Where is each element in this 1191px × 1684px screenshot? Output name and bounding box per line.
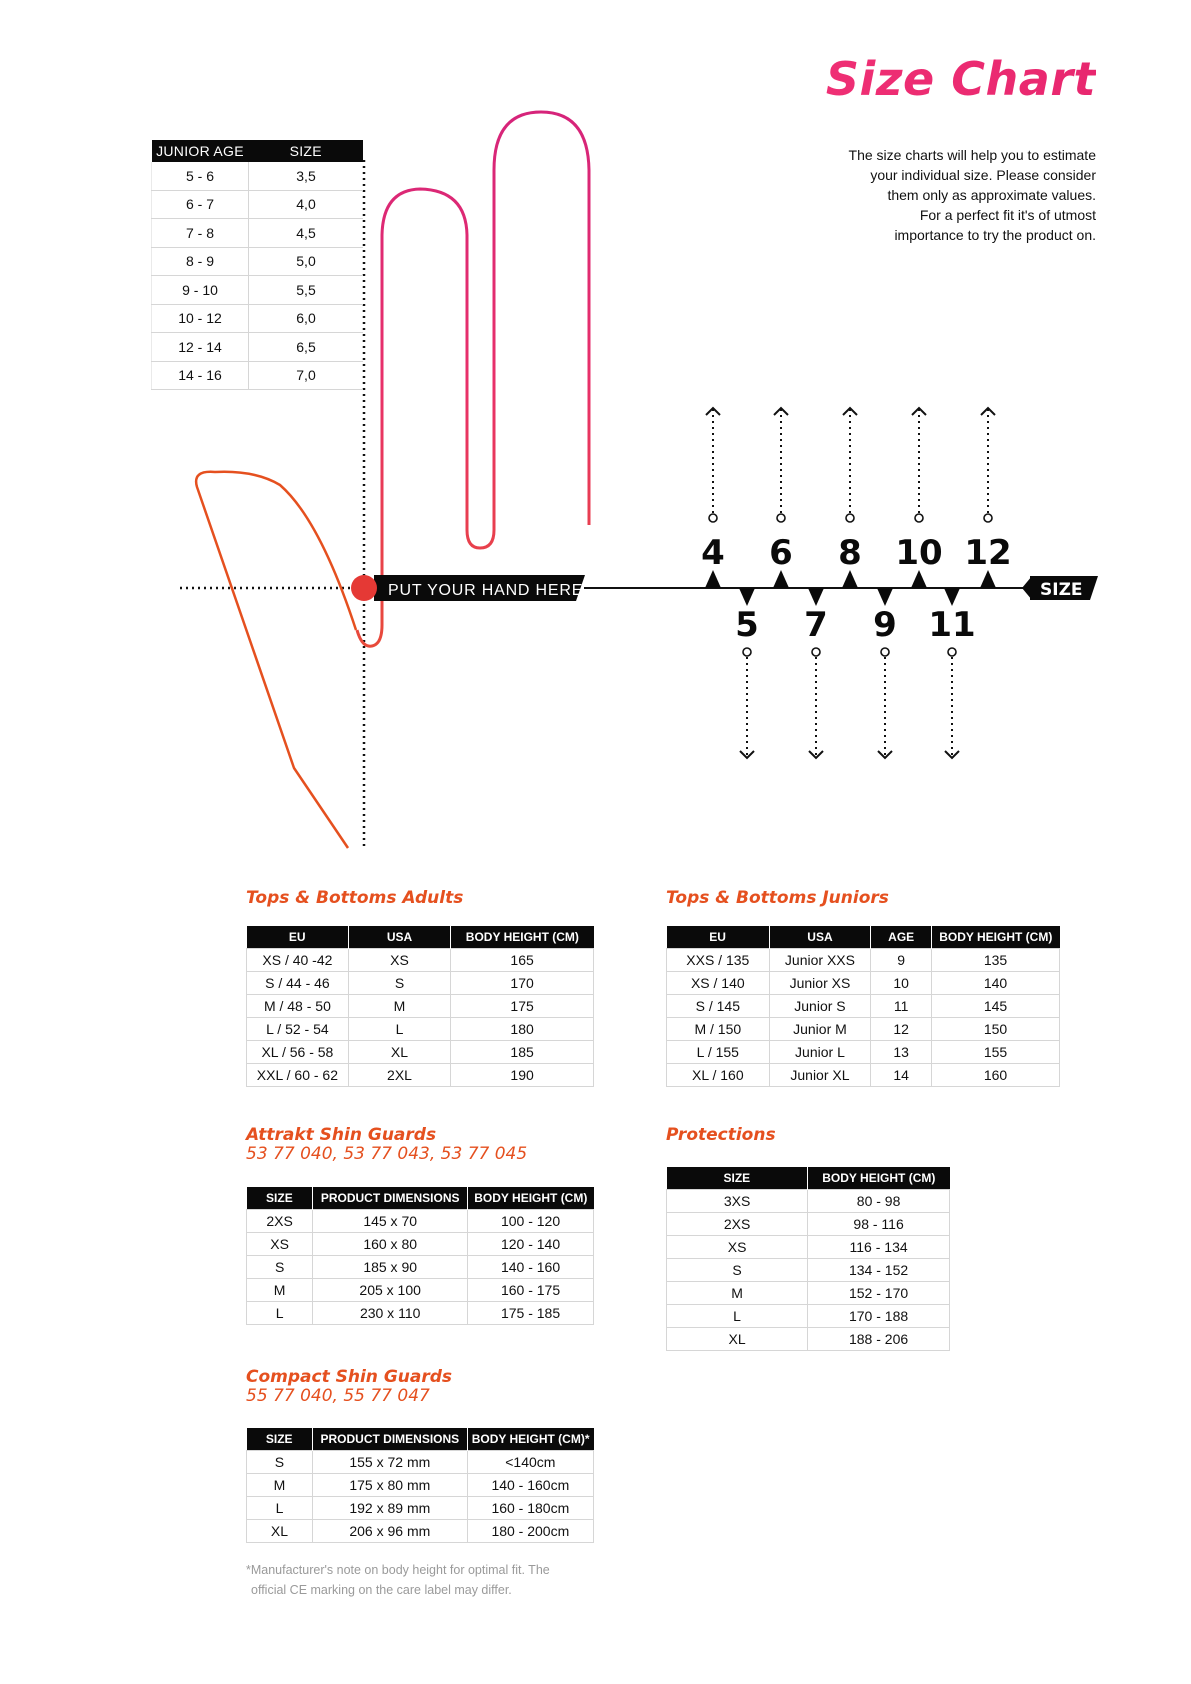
table-cell: 188 - 206 [808,1328,950,1351]
intro-line: For a perfect fit it's of utmost [919,207,1096,223]
table-header-row [247,1187,594,1210]
table-cell: 205 x 100 [313,1279,468,1302]
section-title: Attrakt Shin Guards [246,1125,437,1145]
table-cell: 155 [932,1041,1060,1064]
table-cell: 8 - 9 [152,247,249,276]
size-tick [895,408,942,588]
chevron-icon [706,408,720,415]
table-row [152,361,364,390]
table-cell: 12 - 14 [152,333,249,362]
size-tick [964,408,1011,588]
size-number: 8 [838,533,862,573]
column-header: BODY HEIGHT (CM) [932,926,1060,949]
footnote [246,1560,550,1600]
table-cell: 11 [871,995,932,1018]
size-ticks [701,408,1012,758]
column-header: PRODUCT DIMENSIONS [312,1428,467,1451]
table-cell: M / 150 [667,1018,770,1041]
column-header: JUNIOR AGE [152,140,249,162]
table-cell: 13 [871,1041,932,1064]
table-cell: 2XL [348,1064,450,1087]
table-cell: S / 44 - 46 [247,972,349,995]
table-cell: 9 [871,949,932,972]
table-cell: M [247,1474,313,1497]
table-cell: 14 [871,1064,932,1087]
table-cell: 4,5 [249,219,364,248]
table-cell: 185 [451,1041,594,1064]
table-cell: Junior XS [769,972,871,995]
table-cell: 100 - 120 [468,1210,594,1233]
attrakt-section-title [246,1126,527,1164]
table-cell: 6 - 7 [152,190,249,219]
size-tick [769,408,793,588]
table-cell: 5,0 [249,247,364,276]
table-header-row [247,1428,594,1451]
section-subtitle: 55 77 040, 55 77 047 [246,1386,430,1406]
column-header: SIZE [249,140,364,162]
table-cell: 140 - 160 [468,1256,594,1279]
juniors-size-table [666,926,1060,1087]
table-row [247,1497,594,1520]
table-cell: 170 - 188 [808,1305,950,1328]
column-header: EU [247,926,349,949]
size-tick [928,588,975,758]
table-row [152,276,364,305]
table-cell: 175 - 185 [468,1302,594,1325]
table-row [247,1064,594,1087]
table-cell: 170 [451,972,594,995]
size-number: 11 [928,605,976,645]
table-row [247,1256,594,1279]
tick-dot [846,514,854,522]
table-row [667,1213,950,1236]
table-cell: Junior S [769,995,871,1018]
table-cell: 185 x 90 [313,1256,468,1279]
size-number: 9 [873,605,897,645]
size-number: 5 [735,605,759,645]
table-cell: Junior L [769,1041,871,1064]
table-header-row [247,926,594,949]
table-cell: XL [667,1328,808,1351]
table-cell: 5 - 6 [152,162,249,190]
intro-line: importance to try the product on. [894,227,1096,243]
table-row [247,1018,594,1041]
size-label: SIZE [1040,580,1083,600]
table-row [152,304,364,333]
tick-dot [812,648,820,656]
table-cell: S / 145 [667,995,770,1018]
table-cell: 6,5 [249,333,364,362]
compact-size-table [246,1428,594,1543]
column-header: SIZE [247,1428,313,1451]
table-cell: 12 [871,1018,932,1041]
section-title: Compact Shin Guards [246,1367,453,1387]
table-cell: 98 - 116 [808,1213,950,1236]
table-row [667,1236,950,1259]
table-cell: 175 [451,995,594,1018]
table-cell: S [247,1256,313,1279]
attrakt-size-table [246,1187,594,1325]
size-label-arrow [1022,576,1032,600]
table-cell: L [667,1305,808,1328]
chevron-icon [981,408,995,415]
table-cell: 116 - 134 [808,1236,950,1259]
tick-dot [984,514,992,522]
table-cell: 5,5 [249,276,364,305]
table-cell: 14 - 16 [152,361,249,390]
table-cell: L [247,1302,313,1325]
size-tick [873,588,897,758]
column-header: SIZE [247,1187,313,1210]
size-number: 10 [895,533,943,573]
size-tick [735,588,759,758]
table-cell: 175 x 80 mm [312,1474,467,1497]
table-row [667,1259,950,1282]
table-row [667,995,1060,1018]
tick-dot [948,648,956,656]
protections-size-table [666,1167,950,1351]
tick-marker [739,588,755,606]
table-row [667,1305,950,1328]
column-header: USA [769,926,871,949]
footnote-line: *Manufacturer's note on body height for optimal fit. The [246,1563,550,1577]
table-row [247,1302,594,1325]
tick-dot [881,648,889,656]
table-cell: 10 [871,972,932,995]
table-cell: XL / 56 - 58 [247,1041,349,1064]
size-number: 7 [804,605,828,645]
column-header: BODY HEIGHT (CM)* [467,1428,593,1451]
column-header: BODY HEIGHT (CM) [451,926,594,949]
tick-marker [944,588,960,606]
table-header-row [667,926,1060,949]
column-header: AGE [871,926,932,949]
junior-age-table [151,140,363,390]
table-cell: 145 x 70 [313,1210,468,1233]
table-cell: 10 - 12 [152,304,249,333]
intro-line: your individual size. Please consider [870,167,1096,183]
tick-marker [808,588,824,606]
tick-dot [777,514,785,522]
table-cell: XS [667,1236,808,1259]
column-header: USA [348,926,450,949]
table-cell: 3XS [667,1190,808,1213]
column-header: SIZE [667,1167,808,1190]
table-cell: 160 x 80 [313,1233,468,1256]
size-tick [701,408,725,588]
table-row [247,1451,594,1474]
table-cell: 135 [932,949,1060,972]
table-cell: Junior M [769,1018,871,1041]
table-cell: 2XS [247,1210,313,1233]
section-title: Tops & Bottoms Adults [246,888,464,908]
table-cell: XS / 140 [667,972,770,995]
table-cell: 160 - 180cm [467,1497,593,1520]
tick-dot [915,514,923,522]
table-cell: 140 [932,972,1060,995]
table-row [152,190,364,219]
table-cell: 155 x 72 mm [312,1451,467,1474]
size-tick [838,408,862,588]
adults-size-table [246,926,594,1087]
section-subtitle: 53 77 040, 53 77 043, 53 77 045 [246,1144,528,1164]
intro-line: them only as approximate values. [887,187,1096,203]
table-cell: S [667,1259,808,1282]
table-cell: 180 [451,1018,594,1041]
table-cell: 2XS [667,1213,808,1236]
tick-dot [709,514,717,522]
table-cell: 206 x 96 mm [312,1520,467,1543]
hand-label: PUT YOUR HAND HERE [388,582,584,599]
table-row [667,1064,1060,1087]
table-cell: XXL / 60 - 62 [247,1064,349,1087]
table-row [247,1520,594,1543]
tick-marker [877,588,893,606]
table-cell: 145 [932,995,1060,1018]
table-cell: 140 - 160cm [467,1474,593,1497]
table-cell: S [348,972,450,995]
table-cell: M [247,1279,313,1302]
chevron-icon [774,408,788,415]
section-title: Tops & Bottoms Juniors [666,888,889,908]
table-row [667,1190,950,1213]
table-header-row [152,140,364,162]
table-row [247,1233,594,1256]
table-row [667,1328,950,1351]
intro-line: The size charts will help you to estimate [848,147,1096,163]
table-cell: M [667,1282,808,1305]
section-title: Protections [666,1125,776,1145]
table-row [247,1279,594,1302]
table-cell: XL [348,1041,450,1064]
table-cell: XS [247,1233,313,1256]
table-row [152,219,364,248]
hand-marker [351,575,377,601]
table-row [247,1041,594,1064]
table-cell: 152 - 170 [808,1282,950,1305]
table-row [247,1474,594,1497]
table-cell: 7,0 [249,361,364,390]
juniors-section-title [666,889,889,908]
table-cell: M / 48 - 50 [247,995,349,1018]
column-header: PRODUCT DIMENSIONS [313,1187,468,1210]
table-cell: 160 [932,1064,1060,1087]
table-cell: S [247,1451,313,1474]
table-cell: 230 x 110 [313,1302,468,1325]
column-header: BODY HEIGHT (CM) [808,1167,950,1190]
tick-dot [743,648,751,656]
finger-outline [357,112,589,646]
table-cell: 4,0 [249,190,364,219]
size-number: 12 [964,533,1012,573]
table-cell: L / 52 - 54 [247,1018,349,1041]
table-cell: XS / 40 -42 [247,949,349,972]
size-number: 6 [769,533,793,573]
table-cell: L [247,1497,313,1520]
table-header-row [667,1167,950,1190]
table-row [152,162,364,190]
table-cell: XL [247,1520,313,1543]
table-row [152,247,364,276]
table-row [247,949,594,972]
table-row [667,949,1060,972]
table-row [667,1282,950,1305]
page-title: Size Chart [825,52,1096,106]
table-cell: 180 - 200cm [467,1520,593,1543]
table-cell: XS [348,949,450,972]
table-cell: 150 [932,1018,1060,1041]
chevron-icon [912,408,926,415]
table-cell: Junior XL [769,1064,871,1087]
adults-section-title [246,889,463,908]
compact-section-title [246,1368,452,1406]
table-row [247,972,594,995]
table-cell: 7 - 8 [152,219,249,248]
size-tick [804,588,828,758]
table-cell: Junior XXS [769,949,871,972]
table-row [667,1018,1060,1041]
table-cell: 120 - 140 [468,1233,594,1256]
column-header: BODY HEIGHT (CM) [468,1187,594,1210]
thumb-outline [196,472,356,848]
chevron-icon [843,408,857,415]
table-cell: 3,5 [249,162,364,190]
table-cell: 9 - 10 [152,276,249,305]
size-number: 4 [701,533,725,573]
table-cell: 160 - 175 [468,1279,594,1302]
table-cell: 80 - 98 [808,1190,950,1213]
footnote-line: official CE marking on the care label may differ. [251,1583,512,1597]
table-cell: XXS / 135 [667,949,770,972]
table-row [667,1041,1060,1064]
table-row [152,333,364,362]
table-row [667,972,1060,995]
table-row [247,1210,594,1233]
table-cell: 6,0 [249,304,364,333]
table-cell: L / 155 [667,1041,770,1064]
table-cell: <140cm [467,1451,593,1474]
table-cell: 165 [451,949,594,972]
protections-section-title [666,1126,776,1145]
table-cell: XL / 160 [667,1064,770,1087]
table-cell: 134 - 152 [808,1259,950,1282]
column-header: EU [667,926,770,949]
table-row [247,995,594,1018]
table-cell: 190 [451,1064,594,1087]
table-cell: L [348,1018,450,1041]
table-cell: M [348,995,450,1018]
table-cell: 192 x 89 mm [312,1497,467,1520]
